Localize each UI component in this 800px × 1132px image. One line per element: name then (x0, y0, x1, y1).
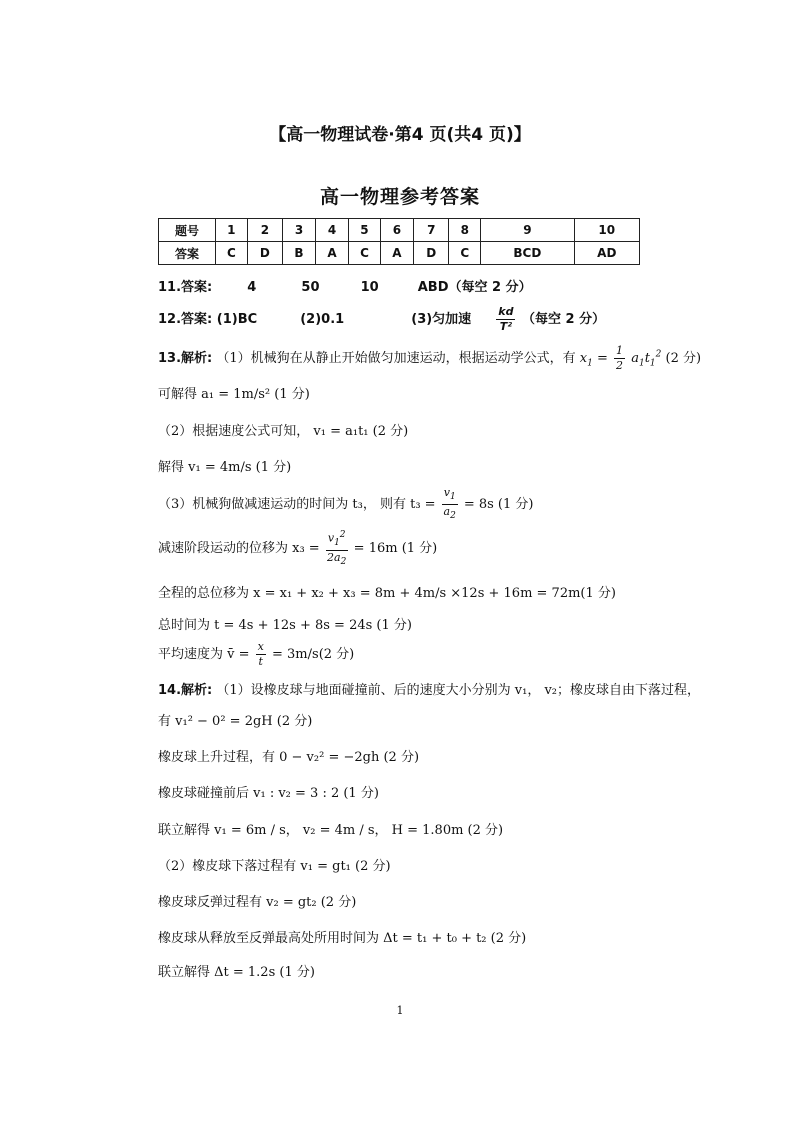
q13-line-2: 可解得 a₁ = 1m/s² (1 分) (158, 387, 310, 402)
page-number: 1 (396, 1004, 404, 1017)
q13-label: 13.解析: (158, 351, 213, 366)
q12-label: 12.答案: (158, 312, 213, 327)
q13-text: = 16m (1 分) (353, 541, 438, 557)
q12-numerator: kd (498, 305, 514, 318)
table-cell: 答案 (159, 242, 216, 265)
q12-answer (158, 305, 605, 334)
table-row (159, 242, 640, 265)
q14-line-9: 联立解得 Δt = 1.2s (1 分) (158, 965, 315, 980)
q14-line-3: 橡皮球上升过程，有 0 − v₂² = −2gh (2 分) (158, 750, 420, 765)
q12-value-2: (2)0.1 (300, 312, 345, 327)
q14-line-7: 橡皮球反弹过程有 v₂ = gt₂ (2 分) (158, 895, 357, 910)
table-cell: D (414, 242, 449, 265)
table-cell: C (449, 242, 481, 265)
table-cell: C (349, 242, 381, 265)
table-cell: A (315, 242, 348, 265)
q14-label: 14.解析: (158, 683, 213, 698)
q13-text: 减速阶段运动的位移为 x₃ = (158, 541, 320, 557)
q12-denominator: T² (499, 320, 513, 333)
formula-fraction: $\frac{1}{2}$ (616, 344, 624, 372)
table-cell: 题号 (159, 219, 216, 242)
q14-line-2: 有 v₁² − 0² = 2gH (2 分) (158, 714, 313, 729)
table-cell: 3 (283, 219, 316, 242)
table-cell: 4 (315, 219, 348, 242)
table-cell: C (216, 242, 248, 265)
q13-line-8: 总时间为 t = 4s + 12s + 8s = 24s (1 分) (158, 618, 412, 633)
q12-score: （每空 2 分） (521, 312, 606, 327)
table-cell: 1 (216, 219, 248, 242)
q14-line-5: 联立解得 v₁ = 6m / s， v₂ = 4m / s， H = 1.80m (2 分) (158, 823, 504, 838)
q12-fraction (496, 305, 515, 334)
table-cell: 10 (574, 219, 639, 242)
table-cell: 9 (481, 219, 574, 242)
table-cell: BCD (481, 242, 574, 265)
q13-line-7: 全程的总位移为 x = x₁ + x₂ + x₃ = 8m + 4m/s ×12s + 16m = 72m(1 分) (158, 586, 616, 601)
table-cell: 6 (380, 219, 413, 242)
q13-text: （1）机械狗在从静止开始做匀加速运动，根据运动学公式，有 (216, 351, 576, 366)
q12-value-1: (1)BC (216, 312, 258, 327)
q14-text: （1）设橡皮球与地面碰撞前、后的速度大小分别为 v₁， v₂；橡皮球自由下落过程， (216, 683, 701, 698)
q13-text: 平均速度为 v̄ = (158, 647, 250, 662)
formula-fraction: $\frac{v_1}{a_2}$ (443, 486, 456, 522)
table-cell: AD (574, 242, 639, 265)
q11-value-4: ABD（每空 2 分） (417, 280, 532, 295)
table-cell: 5 (349, 219, 381, 242)
table-cell: B (283, 242, 316, 265)
table-cell: 2 (247, 219, 282, 242)
q11-value-1: 4 (247, 280, 257, 295)
q13-text: = 3m/s(2 分) (272, 647, 355, 662)
q14-line-1 (158, 679, 700, 698)
page-header: 【高一物理试卷·第4 页(共4 页)】 (269, 125, 531, 145)
q11-answer (158, 276, 532, 295)
q13-text: （3）机械狗做减速运动的时间为 t₃， 则有 t₃ = (158, 497, 436, 513)
table-cell: 7 (414, 219, 449, 242)
q13-line-4: 解得 v₁ = 4m/s (1 分) (158, 460, 292, 475)
q13-line-1: 13.解析: （1）机械狗在从静止开始做匀加速运动，根据运动学公式，有 $x_1$ = $\frac{1}{2}$ $a_1t_1^2$ (2 分) (158, 344, 702, 372)
q13-score: (2 分) (665, 351, 702, 366)
q13-line-6 (158, 528, 437, 569)
q11-value-2: 50 (301, 280, 320, 295)
q14-line-6: （2）橡皮球下落过程有 v₁ = gt₁ (2 分) (158, 859, 391, 874)
q13-line-5 (158, 486, 533, 523)
q11-value-3: 10 (360, 280, 379, 295)
table-cell: D (247, 242, 282, 265)
q14-line-8: 橡皮球从释放至反弹最高处所用时间为 Δt = t₁ + t₀ + t₂ (2 分) (158, 931, 527, 946)
table-cell: 8 (449, 219, 481, 242)
q14-line-4: 橡皮球碰撞前后 v₁ : v₂ = 3 : 2 (1 分) (158, 786, 379, 801)
formula-fraction: $\frac{x}{t}$ (257, 640, 264, 668)
q12-value-3: (3)匀加速 (411, 312, 472, 327)
page-title: 高一物理参考答案 (319, 186, 480, 208)
answer-table (158, 218, 640, 265)
table-row (159, 219, 640, 242)
q13-line-9 (158, 640, 354, 669)
formula-fraction: $\frac{v_1^2}{2a_2}$ (327, 530, 347, 568)
q13-line-3: （2）根据速度公式可知， v₁ = a₁t₁ (2 分) (158, 424, 409, 439)
table-cell: A (380, 242, 413, 265)
q11-label: 11.答案: (158, 280, 213, 295)
q13-text: = 8s (1 分) (463, 497, 534, 513)
